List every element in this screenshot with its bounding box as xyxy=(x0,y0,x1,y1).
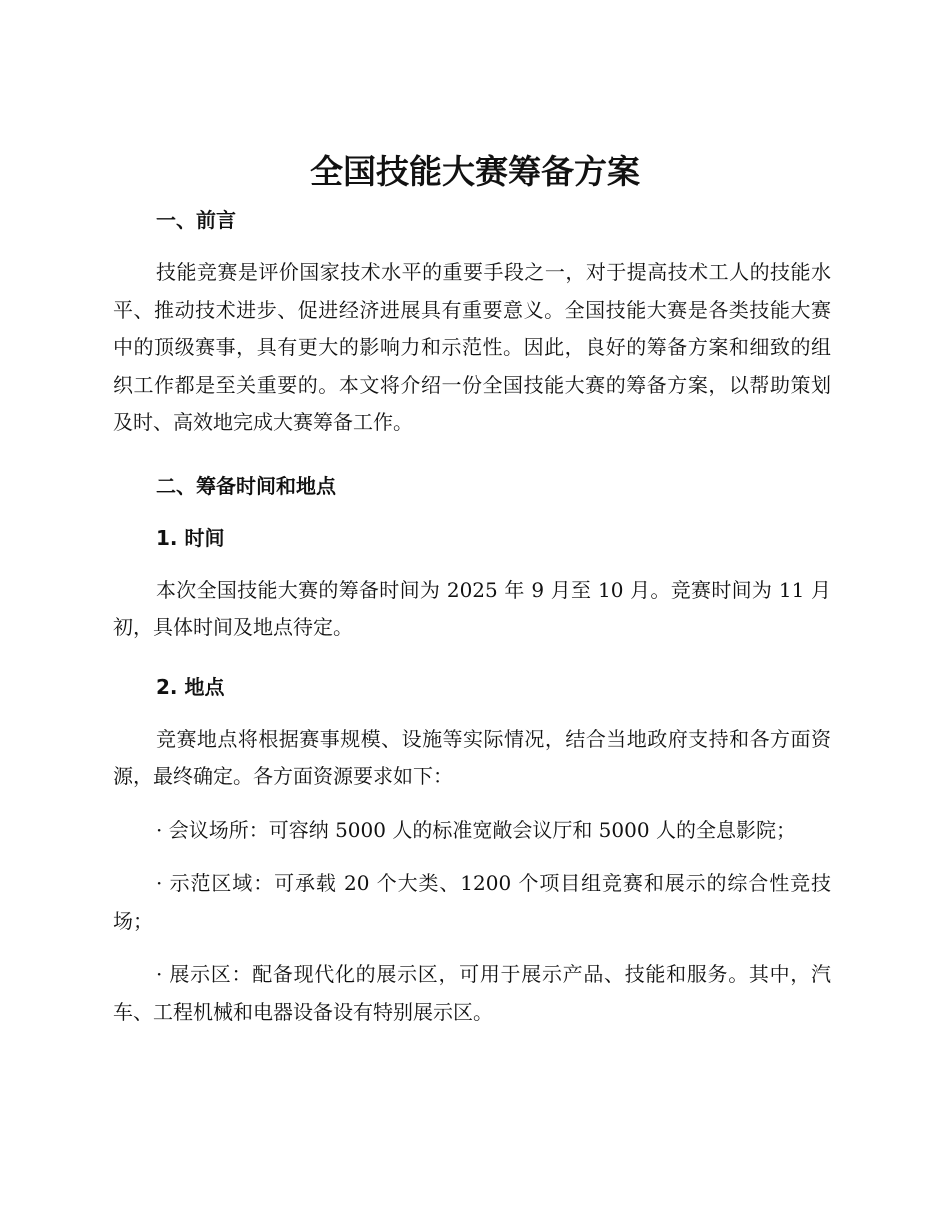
section-heading-preface: 一、前言 xyxy=(156,208,236,232)
bullet-item-exhibition: · 展示区：配备现代化的展示区，可用于展示产品、技能和服务。其中，汽车、工程机械和电器设备设有特别展示区。 xyxy=(113,962,831,1024)
time-paragraph: 本次全国技能大赛的筹备时间为 2025 年 9 月至 10 月。竞赛时间为 11 月初，具体时间及地点待定。 xyxy=(113,577,831,639)
document-title: 全国技能大赛筹备方案 xyxy=(310,152,640,191)
subsection-heading-place: 2. 地点 xyxy=(156,674,225,699)
subsection-heading-time: 1. 时间 xyxy=(156,525,225,550)
preface-paragraph: 技能竞赛是评价国家技术水平的重要手段之一，对于提高技术工人的技能水平、推动技术进步、促进经济进展具有重要意义。全国技能大赛是各类技能大赛中的顶级赛事，具有更大的影响力和示范性。因此，良好的筹备方案和细致的组织工作都是至关重要的。本文将介绍一份全国技能大赛的筹备方案，以帮助策划及时、高效地完成大赛筹备工作。 xyxy=(113,260,831,434)
bullet-item-demo-area: · 示范区域：可承载 20 个大类、1200 个项目组竞赛和展示的综合性竞技场； xyxy=(113,871,831,933)
bullet-item-venue: · 会议场所：可容纳 5000 人的标准宽敞会议厅和 5000 人的全息影院； xyxy=(156,817,796,842)
section-heading-time-place: 二、筹备时间和地点 xyxy=(156,473,336,498)
place-paragraph: 竞赛地点将根据赛事规模、设施等实际情况，结合当地政府支持和各方面资源，最终确定。各方面资源要求如下： xyxy=(113,726,831,788)
document-body xyxy=(113,202,831,1031)
